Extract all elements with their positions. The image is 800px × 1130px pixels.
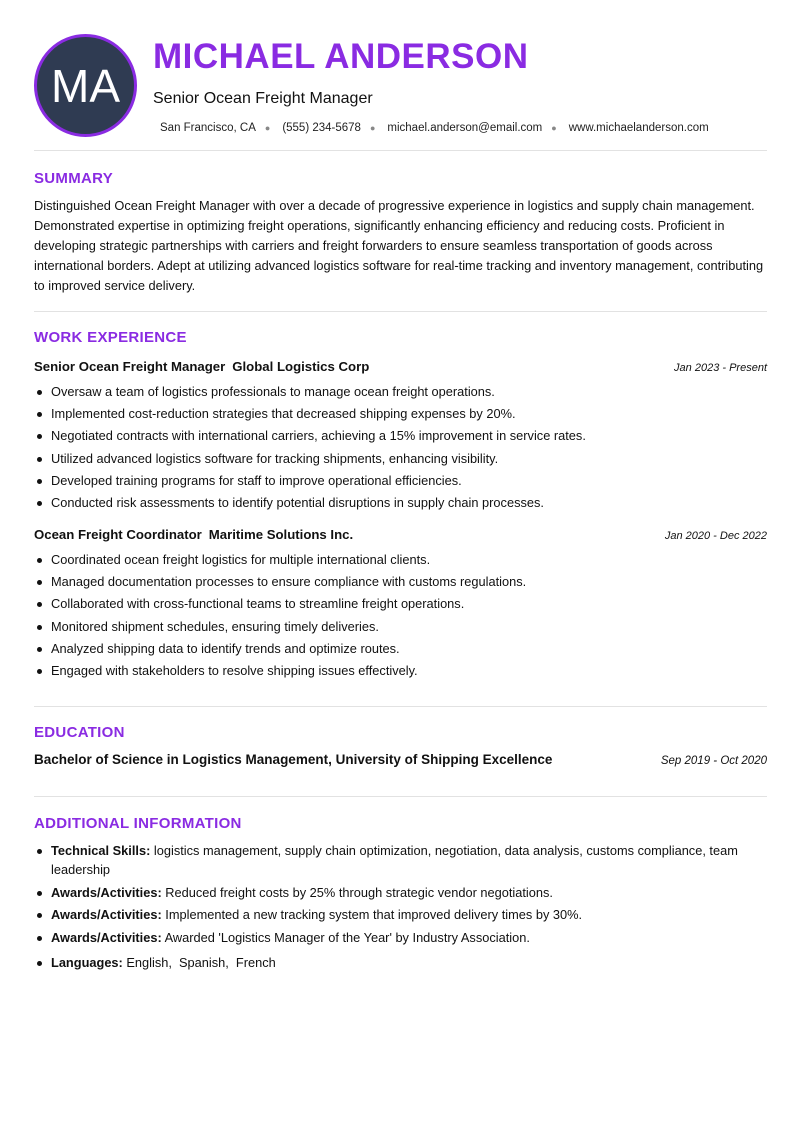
info-text: Awarded 'Logistics Manager of the Year' by Industry Association. xyxy=(161,929,530,945)
list-item: Negotiated contracts with international carriers, achieving a 15% improvement in service rates. xyxy=(34,425,767,447)
info-label: Technical Skills: xyxy=(51,843,151,858)
job-company: Global Logistics Corp xyxy=(232,359,370,374)
education-dates: Sep 2019 - Oct 2020 xyxy=(660,755,767,767)
job-company: Maritime Solutions Inc. xyxy=(208,527,354,542)
candidate-name: MICHAEL ANDERSON xyxy=(153,37,529,76)
list-item: Managed documentation processes to ensure compliance with customs regulations. xyxy=(34,571,767,593)
list-item: Engaged with stakeholders to resolve shipping issues effectively. xyxy=(34,660,767,682)
avatar-initials: MA xyxy=(51,59,120,112)
additional-info-heading: ADDITIONAL INFORMATION xyxy=(34,815,242,832)
job-dates: Jan 2023 - Present xyxy=(674,362,767,374)
contact-bar xyxy=(160,121,709,135)
education-degree: Bachelor of Science in Logistics Management, University of Shipping Excellence xyxy=(34,752,553,767)
job-bullet-list xyxy=(34,549,767,682)
avatar xyxy=(34,34,137,137)
list-item: Collaborated with cross-functional teams to streamline freight operations. xyxy=(34,593,767,615)
separator-dot-icon: ● xyxy=(369,123,376,133)
list-item xyxy=(34,905,767,924)
info-text: English, Spanish, French xyxy=(122,954,276,970)
list-item: Utilized advanced logistics software for tracking shipments, enhancing visibility. xyxy=(34,448,767,470)
list-item xyxy=(34,883,767,902)
list-item: Developed training programs for staff to improve operational efficiencies. xyxy=(34,470,767,492)
job-role: Ocean Freight Coordinator xyxy=(34,527,202,542)
list-item xyxy=(34,953,767,972)
education-heading: EDUCATION xyxy=(34,724,125,741)
list-item xyxy=(34,841,767,879)
list-item xyxy=(34,928,767,947)
list-item: Conducted risk assessments to identify potential disruptions in supply chain processes. xyxy=(34,492,767,514)
divider xyxy=(34,150,767,151)
list-item: Oversaw a team of logistics professionals to manage ocean freight operations. xyxy=(34,381,767,403)
job-dates: Jan 2020 - Dec 2022 xyxy=(664,530,767,542)
education-entry xyxy=(34,752,767,767)
additional-info-list xyxy=(34,841,767,975)
divider xyxy=(34,706,767,707)
candidate-title: Senior Ocean Freight Manager xyxy=(153,90,373,107)
contact-location: San Francisco, CA xyxy=(160,122,256,134)
list-item: Analyzed shipping data to identify trends and optimize routes. xyxy=(34,638,767,660)
job-bullet-list xyxy=(34,381,767,514)
list-item: Monitored shipment schedules, ensuring timely deliveries. xyxy=(34,616,767,638)
list-item: Implemented cost-reduction strategies that decreased shipping expenses by 20%. xyxy=(34,403,767,425)
contact-phone: (555) 234-5678 xyxy=(282,122,361,134)
divider xyxy=(34,311,767,312)
info-label: Awards/Activities: xyxy=(51,907,162,922)
job-header xyxy=(34,526,767,544)
list-item: Coordinated ocean freight logistics for multiple international clients. xyxy=(34,549,767,571)
separator-dot-icon: ● xyxy=(264,123,271,133)
summary-text: Distinguished Ocean Freight Manager with over a decade of progressive experience in logistics and supply chain management. Demonstrated expertise in optimizing freight operations, significantly enhancing efficiency and reducing costs. Proficient in developing strategic partnerships with carriers and freight forwarders to ensure seamless transportation of goods across international borders. Adept at utilizing advanced logistics software for real-time tracking and inventory management, contributing to improved service delivery. xyxy=(34,198,764,293)
info-label: Awards/Activities: xyxy=(51,929,162,945)
job-role: Senior Ocean Freight Manager xyxy=(34,359,226,374)
info-text: logistics management, supply chain optimization, negotiation, data analysis, customs compliance, team leadership xyxy=(51,843,738,877)
contact-email[interactable]: michael.anderson@email.com xyxy=(387,122,543,134)
info-label: Awards/Activities: xyxy=(51,884,162,900)
contact-website[interactable]: www.michaelanderson.com xyxy=(568,122,709,134)
summary-heading: SUMMARY xyxy=(34,170,114,187)
job-header xyxy=(34,358,767,376)
work-experience-heading: WORK EXPERIENCE xyxy=(34,329,187,346)
divider xyxy=(34,796,767,797)
separator-dot-icon: ● xyxy=(551,123,557,133)
info-text: Reduced freight costs by 25% through strategic vendor negotiations. xyxy=(161,884,553,900)
info-label: Languages: xyxy=(51,954,123,970)
info-text: Implemented a new tracking system that improved delivery times by 30%. xyxy=(161,907,583,922)
